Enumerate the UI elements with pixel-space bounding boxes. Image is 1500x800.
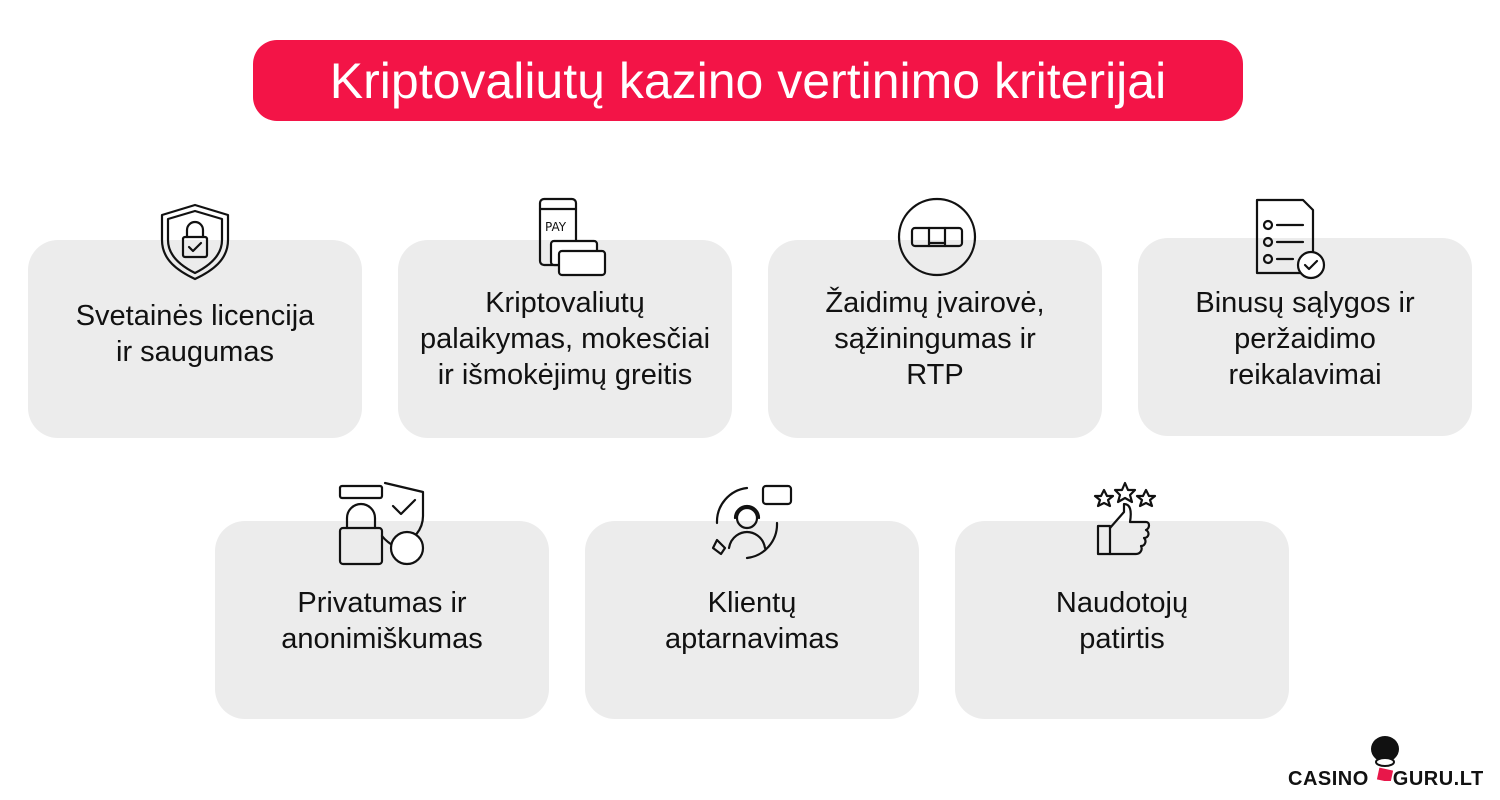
svg-text:PAY: PAY (545, 220, 567, 234)
slot-machine-icon (892, 195, 982, 285)
customer-support-icon (707, 478, 797, 568)
criterion-label: Žaidimų įvairovė, sąžiningumas ir RTP (825, 287, 1045, 391)
page-title: Kriptovaliutų kazino vertinimo kriterijai (253, 40, 1243, 121)
criterion-label: Klientų aptarnavimas (664, 587, 840, 655)
criterion-label: Kriptovaliutų palaikymas, mokesčiai ir išmokėjimų greitis (419, 287, 711, 391)
criterion-label: Naudotojų patirtis (1055, 587, 1189, 655)
thumbs-up-stars-icon (1080, 478, 1170, 568)
criterion-label: Svetainės licencija ir saugumas (75, 300, 315, 368)
casino-guru-logo (1288, 735, 1488, 795)
criterion-label: Privatumas ir anonimiškumas (281, 587, 483, 655)
logo-text: CASINO GURU.LT (1288, 768, 1484, 790)
criterion-label: Binusų sąlygos ir peržaidimo reikalavimai (1195, 287, 1415, 391)
phone-pay-cards-icon (523, 195, 613, 285)
checklist-document-icon (1245, 195, 1335, 285)
shield-lock-icon (150, 195, 240, 285)
privacy-lock-shield-icon (335, 478, 425, 568)
